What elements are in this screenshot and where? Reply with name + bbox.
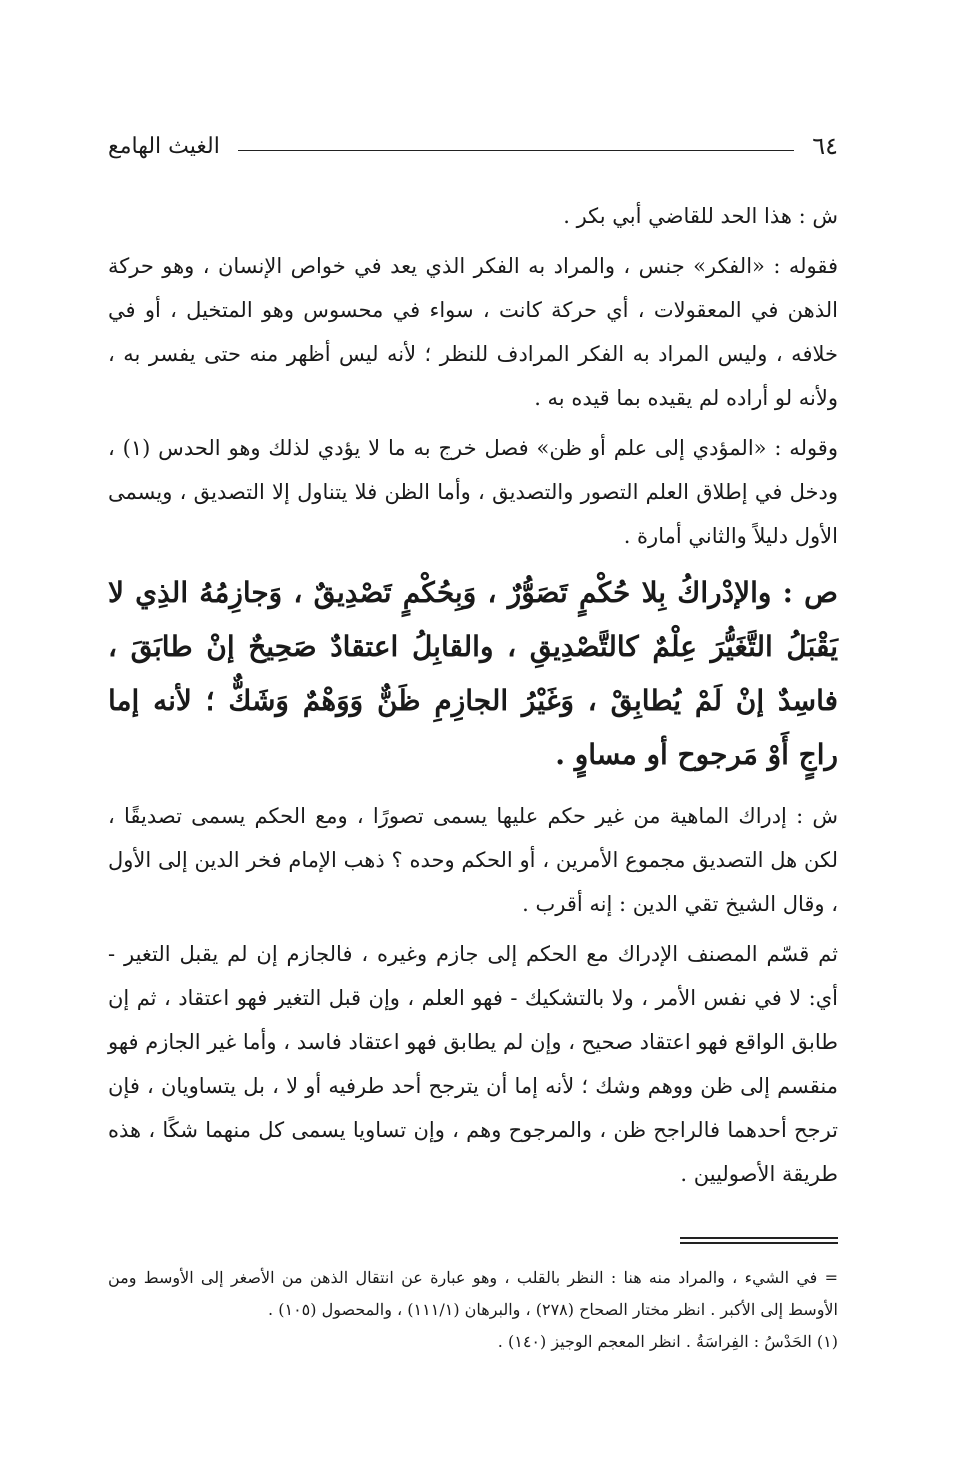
footnotes (108, 1262, 838, 1358)
footnote: (١) الحَدْسُ : الفِراسَةُ . انظر المعجم الوجيز (١٤٠) . (497, 1332, 838, 1351)
commentary-paragraph: ش : هذا الحد للقاضي أبي بكر . (563, 204, 838, 228)
header-rule (238, 150, 794, 151)
main-text (108, 194, 838, 1202)
page-header (108, 128, 838, 164)
commentary-paragraph: فقوله : «الفكر» جنس ، والمراد به الفكر الذي يعد في خواص الإنسان ، وهو حركة الذهن في المعقولات ، أي حركة كانت ، سواء في محسوس وهو المتخيل ، أو في خلافه ، وليس المراد به الفكر المرادف للنظر ؛ لأنه ليس أظهر منه حتى يفسر به ، ولأنه لو أراده لم يقيده بما قيده به . (108, 254, 838, 410)
matn-text: ص : والإدْراكُ بِلا حُكْمٍ تَصَوُّرٌ ، وَبِحُكْمٍ تَصْدِيقٌ ، وَجازِمُهُ الذِي لا يَقْبَلُ التَّغَيُّرَ عِلْمٌ كالتَّصْدِيقِ ، والقابِلُ اعتقادٌ صَحِيحٌ إنْ طابَقَ ، فاسِدٌ إنْ لَمْ يُطابِقْ ، وَغَيْرُ الجازِمِ ظَنٌّ وَوَهْمٌ وَشَكٌّ ؛ لأنه إما راجٍ أَوْ مَرجوح أو مساوٍ . (108, 576, 838, 771)
commentary-paragraph: ش : إدراك الماهية من غير حكم عليها يسمى تصورًا ، ومع الحكم يسمى تصديقًا ، لكن هل التصديق مجموع الأمرين ، أو الحكم وحده ؟ ذهب الإمام فخر الدين إلى الأول ، وقال الشيخ تقي الدين : إنه أقرب . (108, 804, 838, 916)
footnote-separator (680, 1237, 838, 1247)
commentary-paragraph: وقوله : «المؤدي إلى علم أو ظن» فصل خرج به ما لا يؤدي لذلك وهو الحدس (١) ، ودخل في إطلاق العلم التصور والتصديق ، وأما الظن فلا يتناول إلا التصديق ، ويسمى الأول دليلاً والثاني أمارة . (108, 436, 838, 548)
footnote: = في الشيء ، والمراد منه هنا : النظر بالقلب ، وهو عبارة عن انتقال الذهن من الأصغر إلى الأوسط ومن الأوسط إلى الأكبر . انظر مختار الصحاح (٢٧٨) ، والبرهان (١١١/١) ، والمحصول (١٠٥) . (108, 1268, 838, 1319)
commentary-paragraph: ثم قسّم المصنف الإدراك مع الحكم إلى جازم وغيره ، فالجازم إن لم يقبل التغير - أي: لا في نفس الأمر ، ولا بالتشكيك - فهو العلم ، وإن قبل التغير فهو اعتقاد ، ثم إن طابق الواقع فهو اعتقاد صحيح ، وإن لم يطابق فهو اعتقاد فاسد ، وأما غير الجازم فهو منقسم إلى ظن ووهم وشك ؛ لأنه إما أن يترجح أحد طرفيه أو لا ، بل يتساويان ، فإن ترجح أحدهما فالراجح ظن ، والمرجوح وهم ، وإن تساويا يسمى كل منهما شكًا ، هذه طريقة الأصوليين . (108, 942, 838, 1186)
page-number: ٦٤ (812, 132, 838, 160)
book-title: الغيث الهامع (108, 133, 220, 159)
